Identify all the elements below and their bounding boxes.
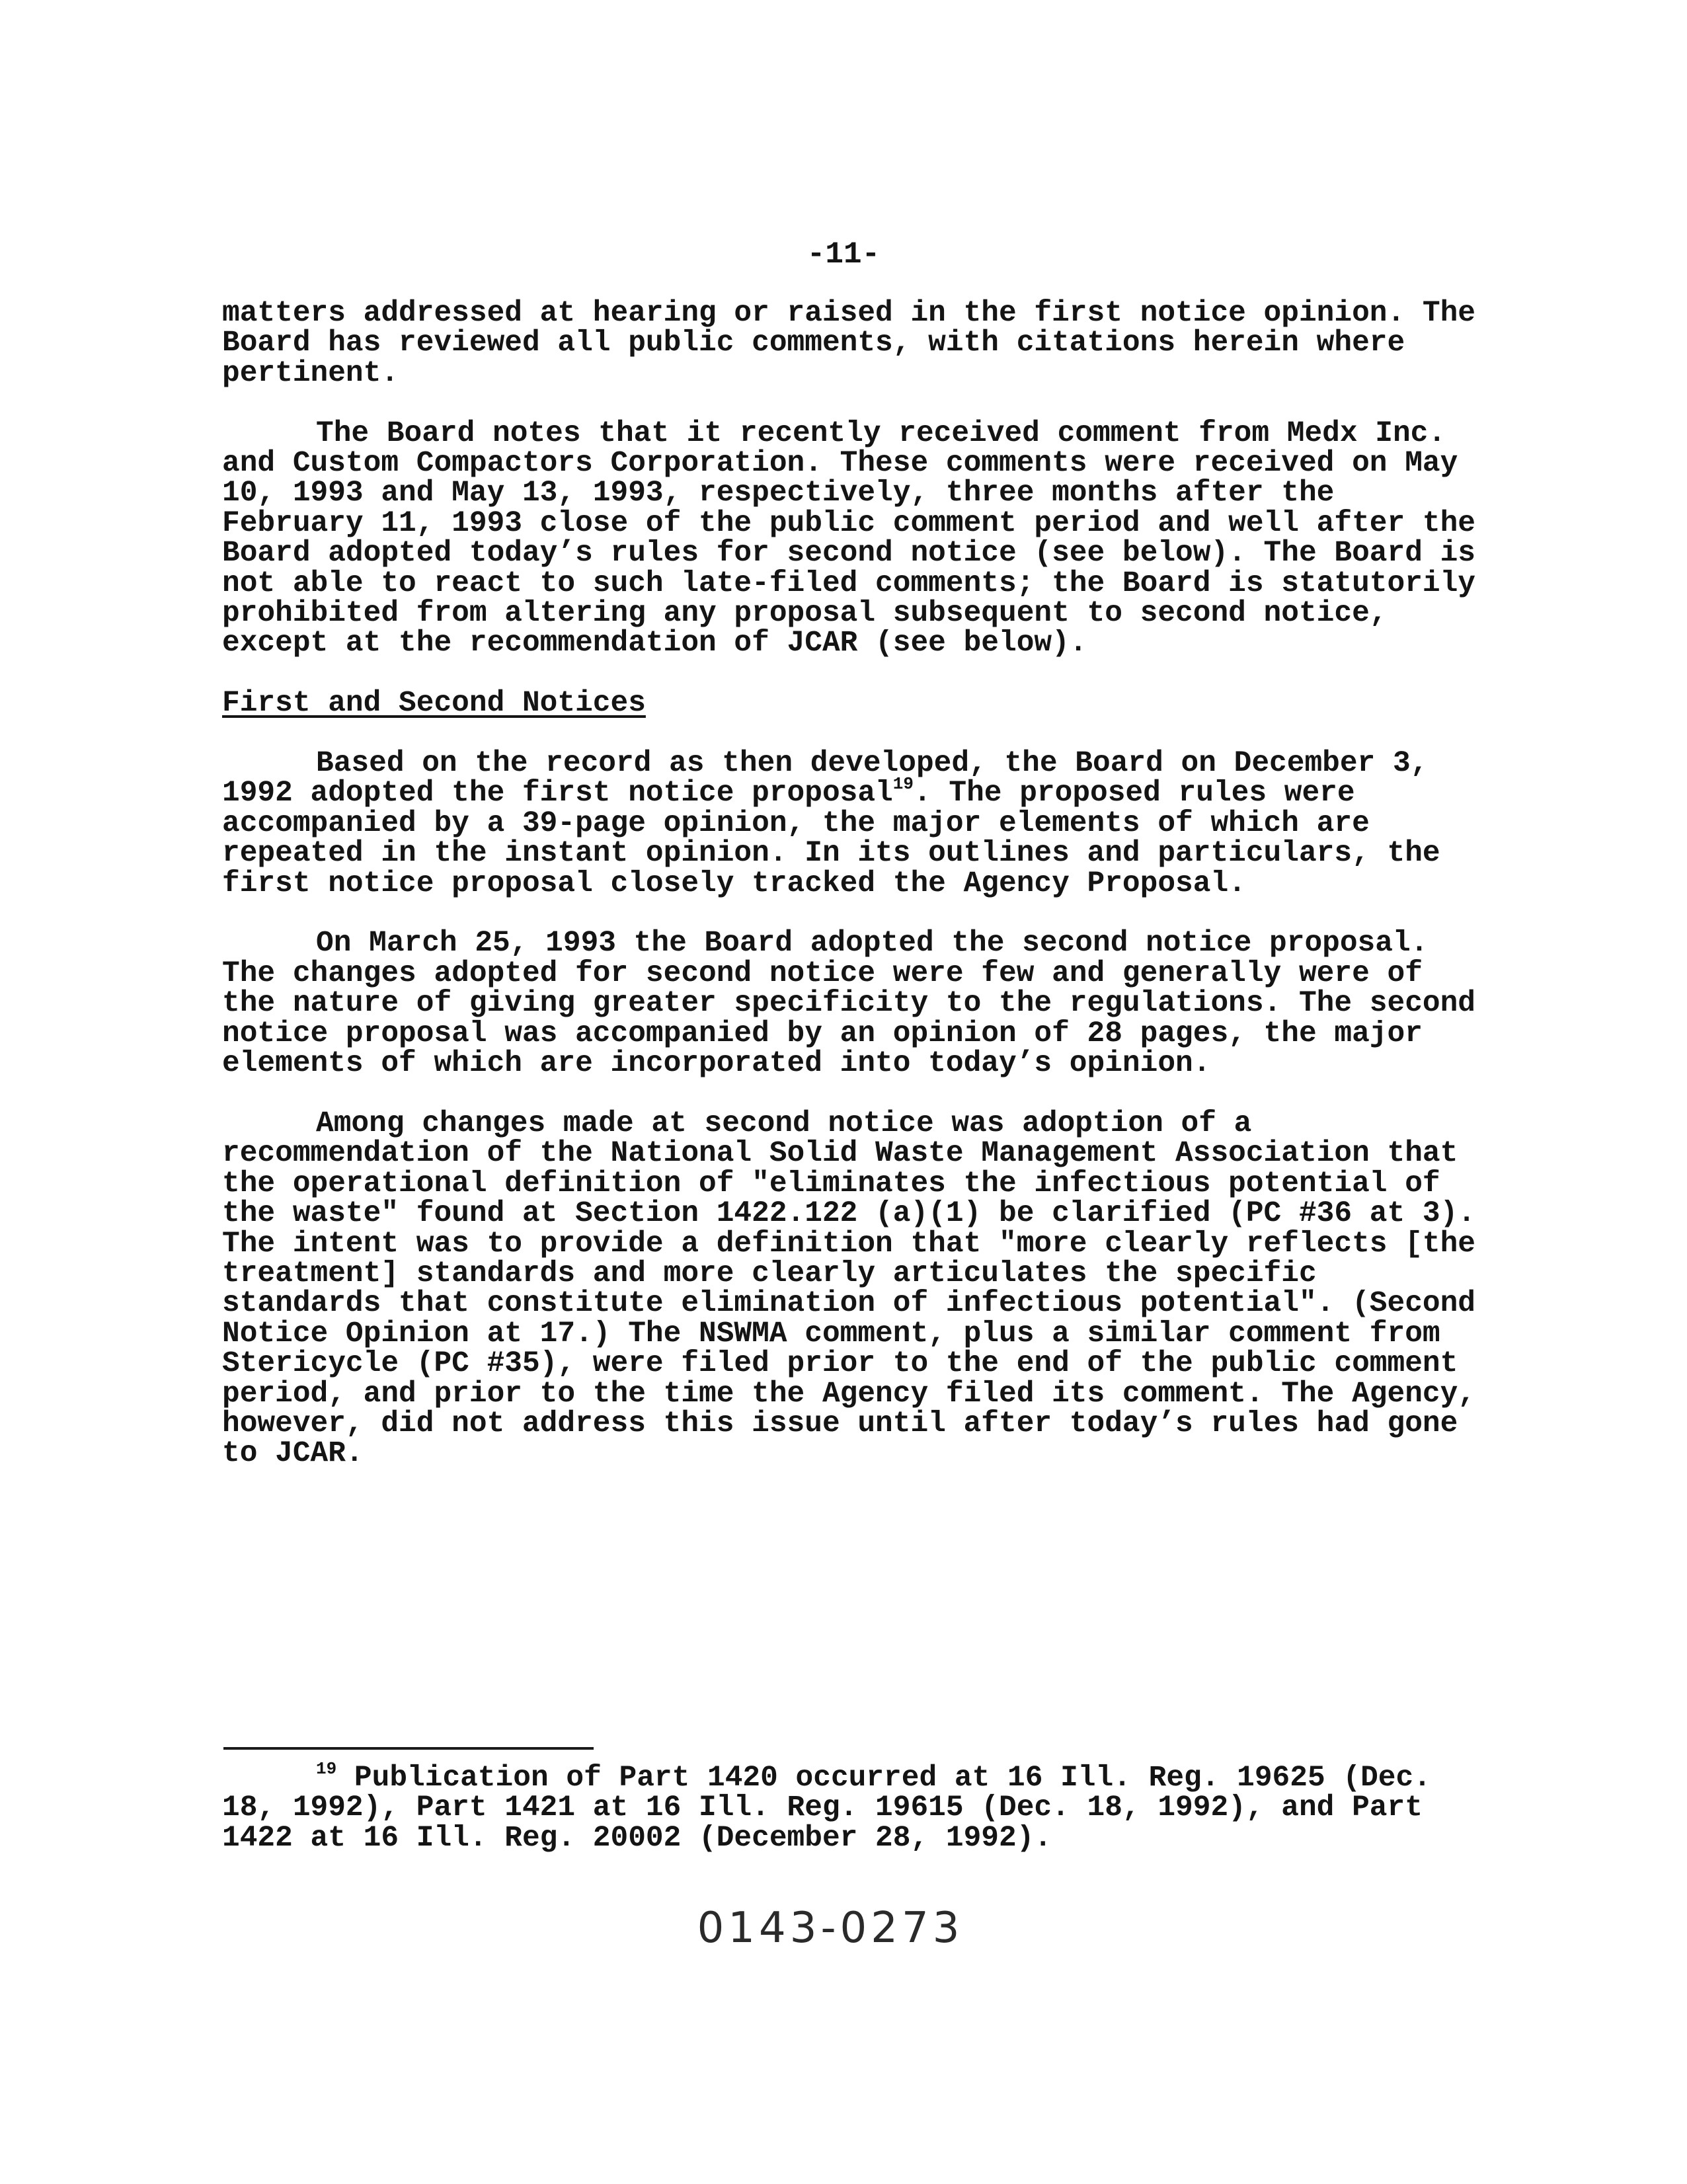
document-stamp: 0143-0273 (697, 1904, 964, 1953)
footnote-text: Publication of Part 1420 occurred at 16 Ill. Reg. 19625 (Dec. 18, 1992), Part 1421 at 16 Ill. Reg. 19615 (Dec. 18, 1992), and Part 1422 at 16 Ill. Reg. 20002 (December 28, 1992). (222, 1762, 1431, 1855)
page-number: -11- (806, 237, 881, 272)
paragraph-second-notice: On March 25, 1993 the Board adopted the second notice proposal. The changes adopted for second notice were few and generally were of the nature of giving greater specificity to the regulations. The second notice proposal was accompanied by an opinion of 28 pages, the major elements of which are incorporated into today’s opinion. (222, 927, 1476, 1081)
footnote (222, 1759, 1478, 1855)
paragraph-first-notice-text-a: Based on the record as then developed, the Board on December 3, 1992 adopted the first notice proposal (222, 747, 1429, 810)
footnote-divider (223, 1747, 594, 1750)
section-heading: First and Second Notices (222, 687, 646, 721)
paragraph-first-notice (222, 749, 1478, 899)
footnote-reference: 19 (892, 774, 914, 795)
footnote-marker: 19 (316, 1759, 337, 1779)
body-text (222, 299, 1478, 1499)
paragraph-continuation: matters addressed at hearing or raised in the first notice opinion. The Board has reviewed all public comments, with citations herein where pertinent. (222, 297, 1476, 390)
paragraph-first-notice-text-b: . The proposed rules were accompanied by a 39-page opinion, the major elements of which are repeated in the instant opinion. In its outlines and particulars, the first notice proposal closely tracked the Agency Proposal. (222, 777, 1440, 900)
paragraph-late-comments: The Board notes that it recently received comment from Medx Inc. and Custom Compactors Corporation. These comments were received on May 10, 1993 and May 13, 1993, respectively, three months after the February 11, 1993 close of the public comment period and well after the Board adopted today’s rules for second notice (see below). The Board is not able to react to such late-filed comments; the Board is statutorily prohibited from altering any proposal subsequent to second notice, except at the recommendation of JCAR (see below). (222, 416, 1476, 660)
paragraph-nswma: Among changes made at second notice was adoption of a recommendation of the National Solid Waste Management Association that the operational definition of "eliminates the infectious potential of the waste" found at Section 1422.122 (a)(1) be clarified (PC #36 at 3). The intent was to provide a definition that "more clearly reflects [the treatment] standards and more clearly articulates the specific standards that constitute elimination of infectious potential". (Second Notice Opinion at 17.) The NSWMA comment, plus a similar comment from Stericycle (PC #35), were filed prior to the end of the public comment period, and prior to the time the Agency filed its comment. The Agency, however, did not address this issue until after today’s rules had gone to JCAR. (222, 1107, 1476, 1471)
